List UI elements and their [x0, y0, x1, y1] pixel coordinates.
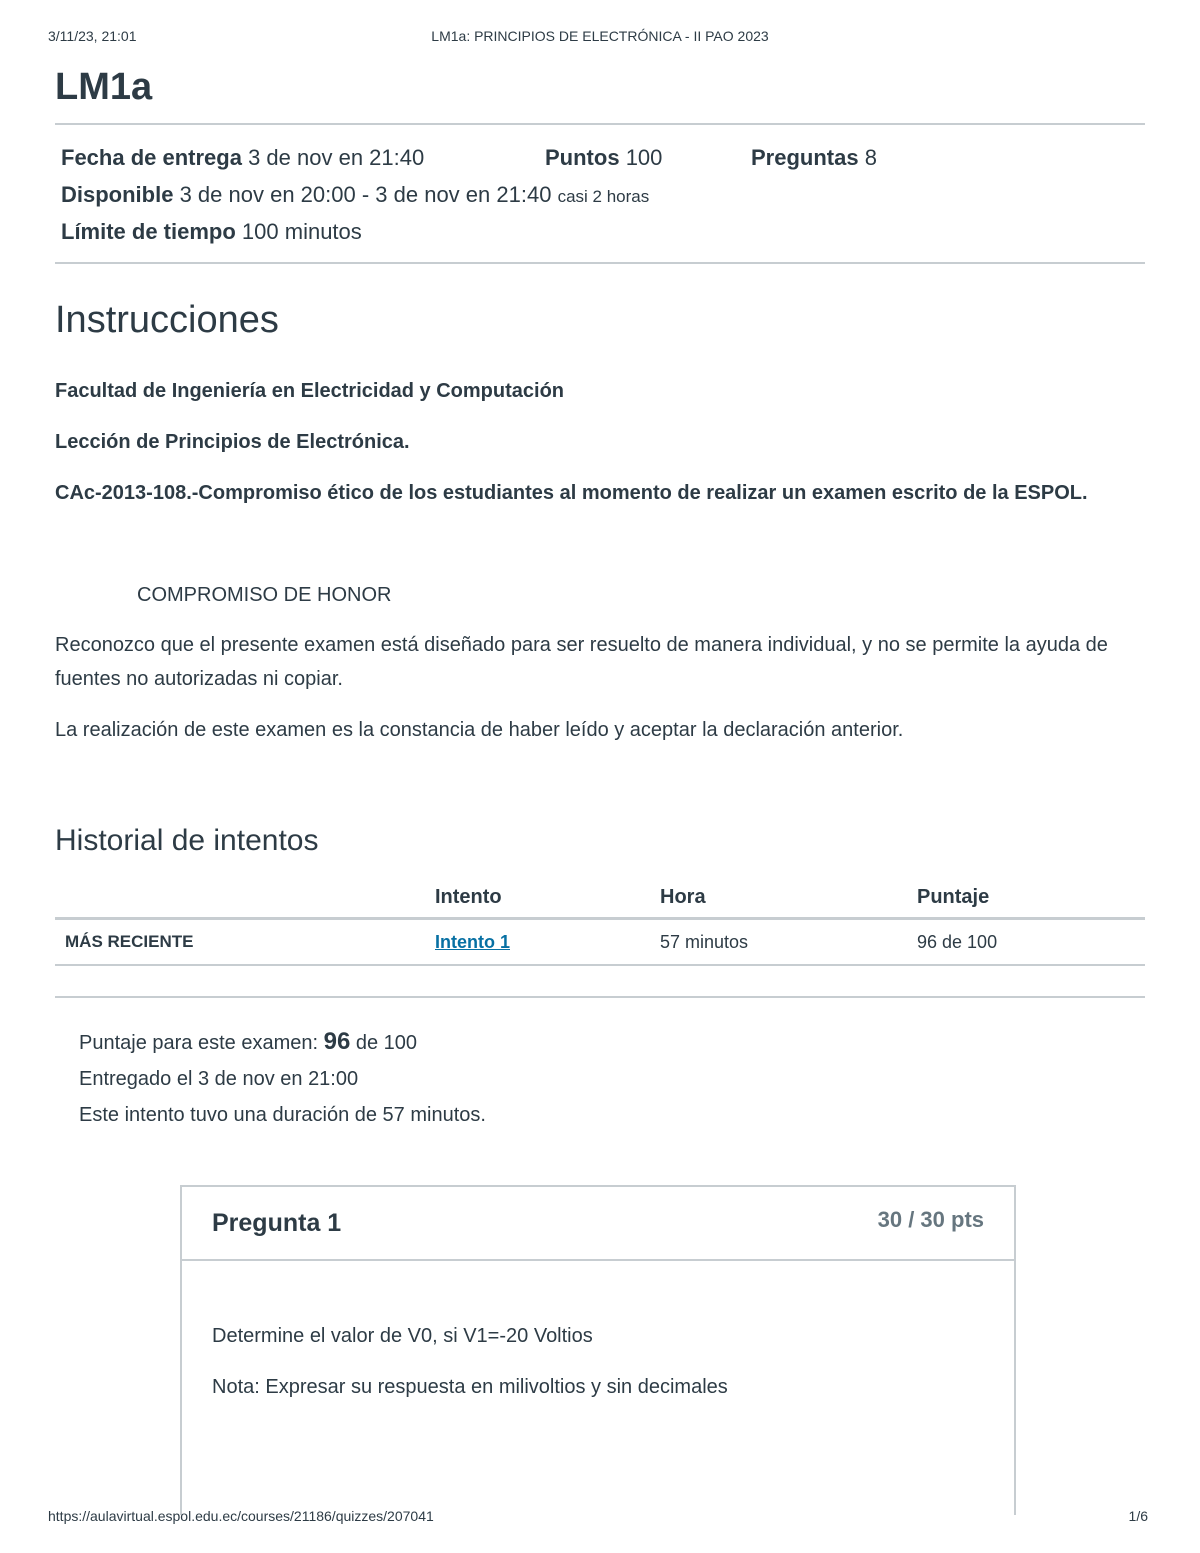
attempt-link[interactable]: Intento 1 — [435, 931, 510, 952]
question-prompt: Determine el valor de V0, si V1=-20 Voltios — [212, 1325, 593, 1347]
print-url: https://aulavirtual.espol.edu.ec/courses/21186/quizzes/207041 — [48, 1508, 434, 1524]
question-name: Pregunta 1 — [212, 1209, 342, 1237]
divider — [55, 262, 1145, 264]
column-header-score: Puntaje — [917, 877, 1145, 919]
column-header-time: Hora — [660, 877, 917, 919]
honor-title: COMPROMISO DE HONOR — [137, 584, 392, 606]
due-value: 3 de nov en 21:40 — [248, 145, 425, 170]
commitment-text: CAc-2013-108.-Compromiso ético de los estudiantes al momento de realizar un examen escrito de la ESPOL. — [55, 482, 1088, 504]
faculty-text: Facultad de Ingeniería en Electricidad y Computación — [55, 380, 565, 402]
column-header-attempt: Intento — [435, 877, 660, 919]
acceptance-text: La realización de este examen es la constancia de haber leído y aceptar la declaración anterior. — [55, 719, 904, 741]
print-date: 3/11/23, 21:01 — [48, 28, 137, 44]
page-title: LM1a — [55, 66, 153, 108]
quiz-details — [55, 125, 1145, 262]
submitted-text: Entregado el 3 de nov en 21:00 — [79, 1068, 359, 1090]
attempts-table — [55, 877, 1145, 966]
questions-label: Preguntas — [751, 145, 859, 170]
questions-value: 8 — [864, 145, 877, 170]
score-value: 96 — [323, 1028, 351, 1055]
question-header — [182, 1187, 1014, 1261]
latest-label: MÁS RECIENTE — [55, 919, 435, 966]
instructions-heading: Instrucciones — [55, 299, 279, 341]
time-limit-label: Límite de tiempo — [61, 219, 236, 244]
question-points: 30 / 30 pts — [877, 1207, 984, 1232]
score-line — [79, 1024, 1145, 1061]
attempt-score: 96 de 100 — [917, 919, 1145, 966]
points-label: Puntos — [545, 145, 620, 170]
available-value: 3 de nov en 20:00 - 3 de nov en 21:40 — [179, 182, 552, 207]
table-row — [55, 919, 1145, 966]
available-note: casi 2 horas — [557, 187, 650, 206]
print-title: LM1a: PRINCIPIOS DE ELECTRÓNICA - II PAO 2023 — [431, 28, 769, 44]
score-prefix: Puntaje para este examen: — [79, 1032, 319, 1054]
print-header — [0, 28, 1200, 48]
question-card — [180, 1185, 1016, 1515]
print-footer — [0, 1508, 1200, 1528]
attempt-time: 57 minutos — [660, 919, 917, 966]
history-heading: Historial de intentos — [55, 824, 319, 857]
score-suffix: de 100 — [355, 1032, 418, 1054]
due-label: Fecha de entrega — [61, 145, 242, 170]
time-limit-value: 100 minutos — [241, 219, 362, 244]
lesson-text: Lección de Principios de Electrónica. — [55, 431, 410, 453]
duration-text: Este intento tuvo una duración de 57 minutos. — [79, 1104, 486, 1126]
page-number: 1/6 — [1128, 1508, 1148, 1524]
question-body — [182, 1261, 1014, 1404]
column-header — [55, 877, 435, 919]
table-header-row — [55, 877, 1145, 919]
points-value: 100 — [625, 145, 663, 170]
available-label: Disponible — [61, 182, 174, 207]
question-note: Nota: Expresar su respuesta en milivoltios y sin decimales — [212, 1376, 728, 1398]
quiz-content — [55, 62, 1145, 1133]
attempt-summary — [55, 1024, 1145, 1133]
honor-text: Reconozco que el presente examen está diseñado para ser resuelto de manera individual, y no se permite la ayuda de fuentes no autorizadas ni copiar. — [55, 634, 1108, 690]
